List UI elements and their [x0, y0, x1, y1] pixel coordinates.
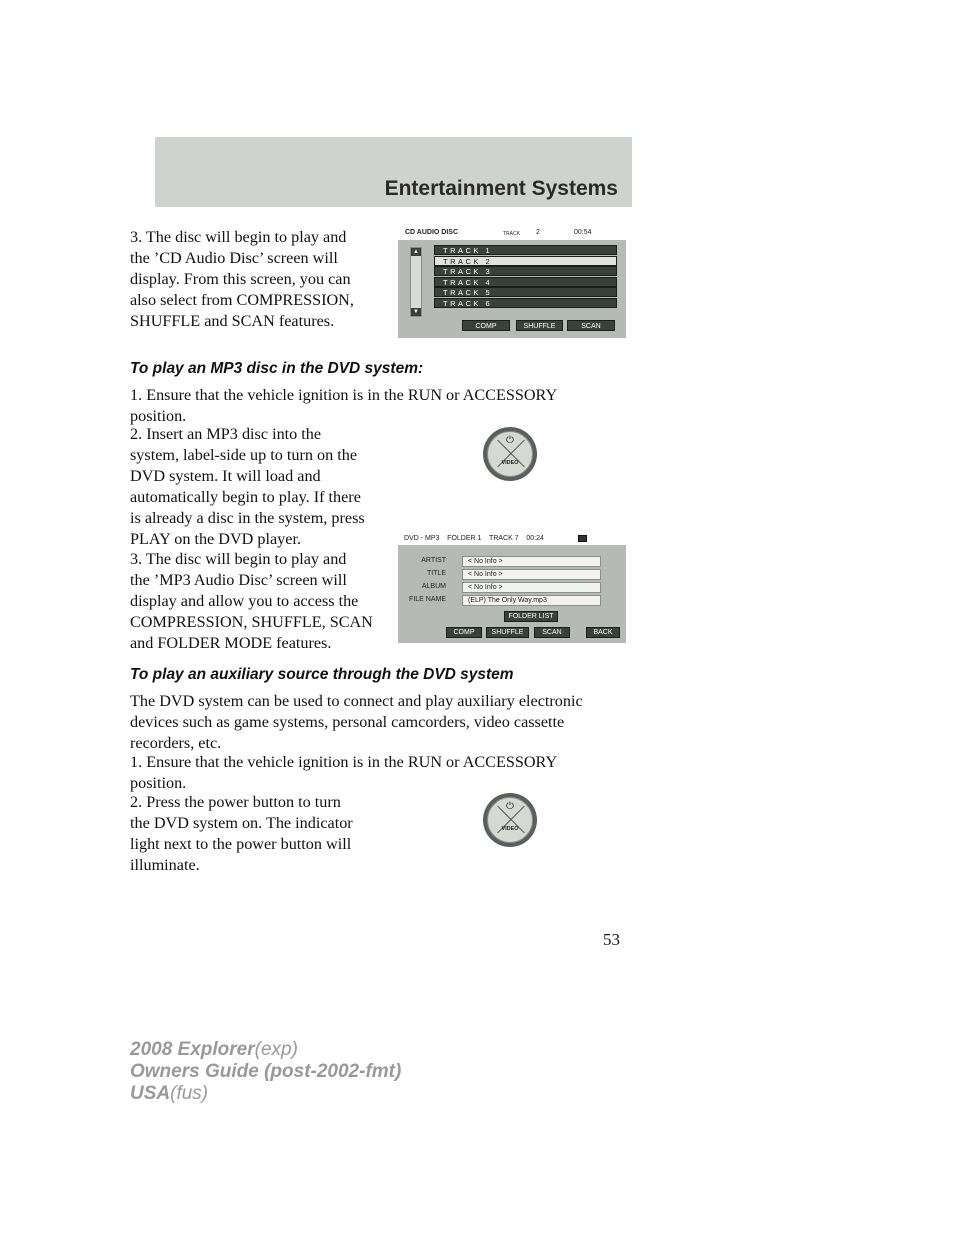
- cd-track-item-selected[interactable]: TRACK 2: [434, 256, 617, 266]
- footer-region: USA: [130, 1083, 171, 1104]
- cd-track-item[interactable]: TRACK 3: [434, 266, 617, 276]
- heading-auxiliary-source: To play an auxiliary source through the DVD system: [130, 666, 514, 683]
- paragraph-insert-mp3: [130, 424, 365, 550]
- mp3-audio-disc-screen: [398, 533, 626, 643]
- text-line: 3. The disc will begin to play and: [130, 550, 347, 568]
- paragraph-mp3-play: [130, 549, 373, 654]
- mp3-field-row: [398, 582, 626, 594]
- cd-track-list: [434, 245, 617, 309]
- cd-shuffle-button[interactable]: SHUFFLE: [516, 320, 563, 331]
- cd-track-scrollbar[interactable]: [410, 247, 422, 317]
- text-line: position.: [130, 774, 187, 792]
- page-number: 53: [603, 930, 620, 949]
- folder-list-button[interactable]: FOLDER LIST: [504, 611, 558, 622]
- text-line: illuminate.: [130, 856, 200, 874]
- video-power-button[interactable]: [483, 793, 537, 847]
- paragraph-power-button: [130, 792, 353, 876]
- cd-track-label: TRACK: [503, 231, 520, 237]
- cd-screen-title: CD AUDIO DISC: [405, 229, 459, 236]
- text-line: DVD system. It will load and: [130, 467, 321, 485]
- text-line: also select from COMPRESSION,: [130, 291, 354, 309]
- cd-comp-button[interactable]: COMP: [462, 320, 510, 331]
- cd-scan-button[interactable]: SCAN: [567, 320, 615, 331]
- mp3-screen-header: DVD - MP3 FOLDER 1 TRACK 7 00:24: [404, 535, 544, 542]
- text-line: display. From this screen, you can: [130, 270, 351, 288]
- footer-guide: Owners Guide (post-2002-fmt): [130, 1061, 402, 1082]
- text-line: position.: [130, 407, 187, 425]
- mp3-shuffle-button[interactable]: SHUFFLE: [486, 627, 529, 638]
- mp3-field-label: TITLE: [426, 570, 446, 577]
- text-line: the ’CD Audio Disc’ screen will: [130, 249, 338, 267]
- mp3-field-label: ALBUM: [421, 583, 446, 590]
- video-power-button[interactable]: [483, 427, 537, 481]
- folder-icon: [578, 535, 587, 542]
- text-line: SHUFFLE and SCAN features.: [130, 312, 335, 330]
- scroll-down-icon[interactable]: ▼: [411, 308, 421, 316]
- footer-model: 2008 Explorer: [130, 1039, 255, 1060]
- video-label: VIDEO: [501, 826, 519, 832]
- scroll-up-icon[interactable]: ▲: [411, 248, 421, 256]
- header-band: [155, 137, 632, 207]
- footer-line-2: [130, 1061, 401, 1083]
- cd-time: 00:54: [574, 229, 592, 236]
- mp3-field-value: < No Info >: [462, 556, 601, 567]
- footer-line-1: [130, 1039, 298, 1061]
- mp3-field-row: [398, 595, 626, 607]
- mp3-comp-button[interactable]: COMP: [446, 627, 482, 638]
- cd-track-item[interactable]: TRACK 5: [434, 287, 617, 297]
- mp3-field-label: ARTIST: [421, 557, 446, 564]
- text-line: automatically begin to play. If there: [130, 488, 361, 506]
- cd-audio-disc-screen: [398, 228, 626, 338]
- text-line: is already a disc in the system, press: [130, 509, 365, 527]
- cd-track-item[interactable]: TRACK 6: [434, 298, 617, 308]
- footer-line-3: [130, 1083, 208, 1105]
- paragraph-ignition-2: [130, 752, 557, 794]
- cd-track-item[interactable]: TRACK 4: [434, 277, 617, 287]
- text-line: 3. The disc will begin to play and: [130, 228, 347, 246]
- text-line: devices such as game systems, personal camcorders, video cassette: [130, 713, 565, 731]
- mp3-field-label: FILE NAME: [409, 596, 446, 603]
- mp3-field-value: (ELP) The Only Way.mp3: [462, 595, 601, 606]
- text-line: display and allow you to access the: [130, 592, 359, 610]
- text-line: light next to the power button will: [130, 835, 352, 853]
- text-line: recorders, etc.: [130, 734, 222, 752]
- heading-mp3-disc: To play an MP3 disc in the DVD system:: [130, 360, 424, 377]
- text-line: COMPRESSION, SHUFFLE, SCAN: [130, 613, 373, 631]
- text-line: the DVD system on. The indicator: [130, 814, 353, 832]
- mp3-field-row: [398, 569, 626, 581]
- text-line: 1. Ensure that the vehicle ignition is in the RUN or ACCESSORY: [130, 753, 558, 771]
- video-label: VIDEO: [501, 460, 519, 466]
- mp3-field-value: < No Info >: [462, 569, 601, 580]
- cd-track-item[interactable]: TRACK 1: [434, 245, 617, 255]
- footer-code: (exp): [254, 1039, 298, 1060]
- paragraph-cd-play: [130, 227, 354, 332]
- text-line: system, label-side up to turn on the: [130, 446, 358, 464]
- text-line: 1. Ensure that the vehicle ignition is in the RUN or ACCESSORY: [130, 386, 558, 404]
- power-icon: ⏻: [506, 435, 514, 446]
- power-icon: ⏻: [506, 801, 514, 812]
- text-line: 2. Press the power button to turn: [130, 793, 341, 811]
- paragraph-auxiliary-devices: [130, 691, 583, 754]
- mp3-back-button[interactable]: BACK: [586, 627, 620, 638]
- mp3-field-row: [398, 556, 626, 568]
- text-line: and FOLDER MODE features.: [130, 634, 332, 652]
- footer-code: (fus): [170, 1083, 209, 1104]
- text-line: the ’MP3 Audio Disc’ screen will: [130, 571, 347, 589]
- mp3-scan-button[interactable]: SCAN: [534, 627, 570, 638]
- text-line: PLAY on the DVD player.: [130, 530, 302, 548]
- paragraph-ignition-1: [130, 385, 557, 427]
- page-title: Entertainment Systems: [384, 177, 618, 200]
- cd-track-number: 2: [536, 229, 540, 236]
- text-line: The DVD system can be used to connect and play auxiliary electronic: [130, 692, 583, 710]
- text-line: 2. Insert an MP3 disc into the: [130, 425, 322, 443]
- mp3-field-value: < No Info >: [462, 582, 601, 593]
